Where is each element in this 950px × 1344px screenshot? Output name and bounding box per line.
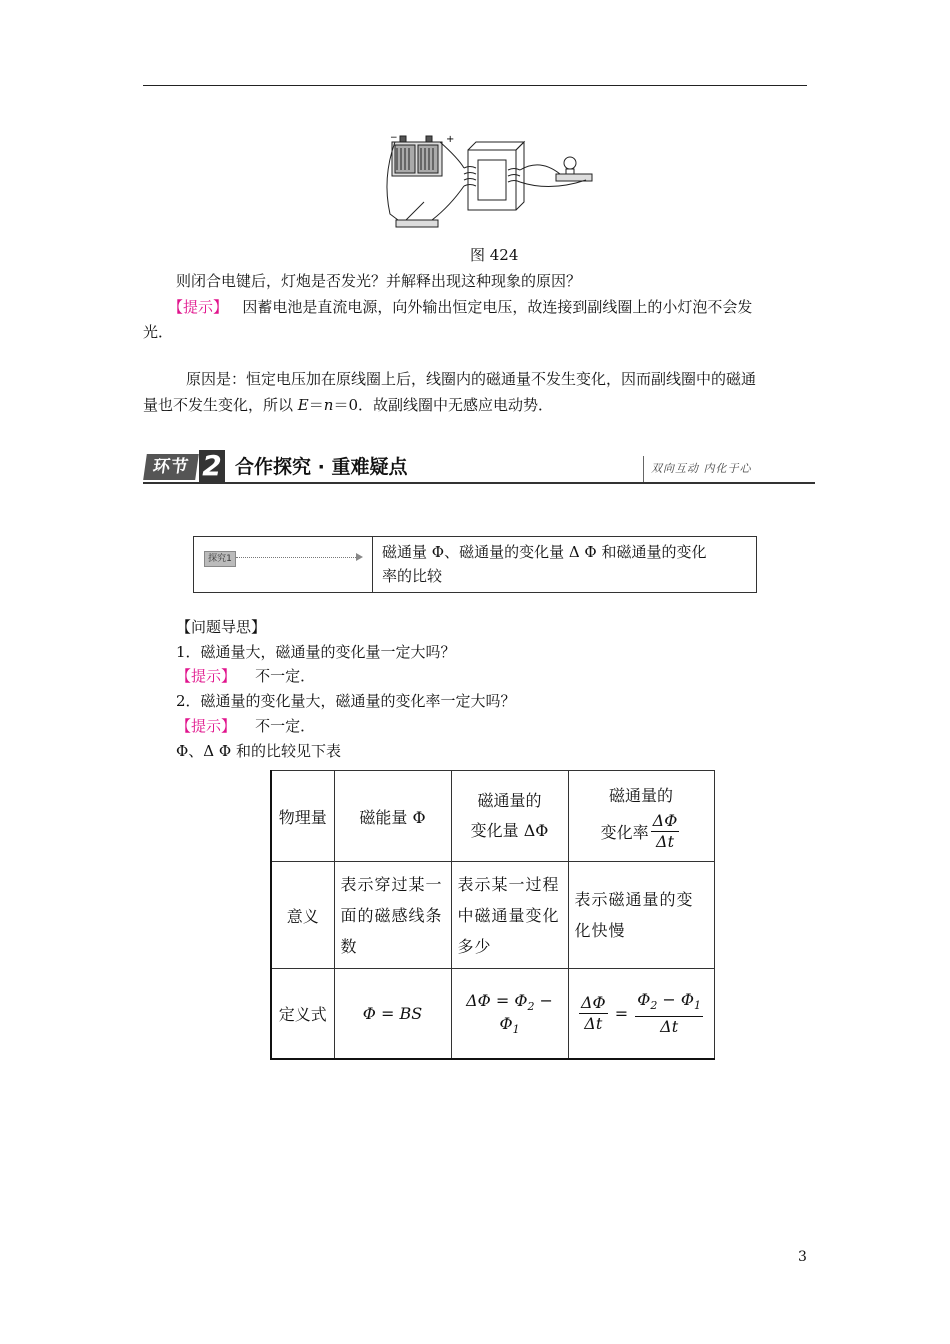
transformer-circuit-figure (380, 128, 600, 232)
row-label-definition: 定义式 (271, 969, 334, 1060)
fraction-numerator (635, 990, 703, 1017)
hint-label: 【提示】 (168, 298, 229, 316)
banner-rule (143, 482, 815, 484)
equals-sign: ＝ (308, 396, 324, 414)
guide-heading: 【问题导思】 (176, 618, 267, 636)
header-flux-rate-label: 变化率 (600, 822, 649, 842)
hint-label: 【提示】 (176, 667, 237, 685)
question-text: 则闭合电键后，灯炮是否发光？并解释出现这种现象的原因？ (176, 272, 582, 290)
symbol-E: E (297, 396, 309, 414)
hint-text: 不一定． (255, 667, 316, 685)
definition-flux-rate (568, 969, 714, 1060)
header-flux-rate-line-2 (575, 811, 708, 852)
subscript: 2 (650, 999, 658, 1013)
svg-text:−: − (390, 133, 398, 143)
header-flux-change-line-2: 变化量 ΔΦ (470, 821, 549, 840)
header-rule (143, 85, 807, 86)
header-flux-change-line-1: 磁通量的 (477, 791, 542, 810)
subscript: 1 (694, 999, 702, 1013)
formula-part: − Φ (657, 989, 695, 1009)
banner-divider (643, 456, 644, 482)
formula-part: ΔΦ = Φ (466, 991, 528, 1011)
reason-line-1: 原因是：恒定电压加在原线圈上后，线圈内的磁通量不发生变化，因而副线圈中的磁通 (186, 370, 757, 388)
section-title: 合作探究 · 重难疑点 (235, 456, 408, 478)
fraction-denominator: Δt (584, 1014, 603, 1033)
reason-prefix: 量也不发生变化，所以 (143, 396, 294, 414)
page-number: 3 (798, 1249, 807, 1265)
hint-line-1 (168, 296, 752, 318)
definition-flux-change (451, 969, 568, 1060)
symbol-n: n (323, 396, 334, 414)
table-header-row (271, 771, 714, 862)
explore-title (382, 540, 750, 588)
transformer-icon (464, 142, 524, 210)
explore-box (193, 536, 757, 593)
explore-tag: 探究1 (204, 551, 236, 567)
battery-icon (392, 136, 442, 176)
hint-text: 不一定． (255, 717, 316, 735)
header-flux-rate-line-1: 磁通量的 (608, 785, 673, 805)
section-banner (143, 450, 815, 484)
rate-fraction (651, 811, 680, 852)
header-flux: 磁能量 Φ (334, 771, 451, 862)
arrow-right-icon (356, 553, 363, 561)
section-subtitle: 双向互动 内化于心 (651, 462, 752, 475)
row-label-meaning: 意义 (271, 862, 334, 969)
meaning-flux: 表示穿过某一面的磁感线条数 (334, 862, 451, 969)
explore-label-cell (194, 537, 373, 592)
table-row-definition (271, 969, 714, 1060)
fraction-numerator: ΔΦ (580, 993, 606, 1012)
subscript: 1 (512, 1022, 520, 1036)
table-intro: Φ、Δ Φ 和的比较见下表 (176, 742, 341, 760)
section-number: 2 (199, 450, 225, 482)
guide-hint-2 (176, 715, 315, 737)
meaning-flux-rate: 表示磁通量的变化快慢 (568, 862, 714, 969)
switch-icon (396, 202, 438, 227)
fraction-denominator: Δt (660, 1017, 679, 1037)
figure-caption: 图 424 (470, 246, 519, 264)
equals-sign: = (614, 1004, 629, 1023)
bulb-icon (556, 157, 592, 181)
header-quantity: 物理量 (271, 771, 334, 862)
hint-line-2: 光． (143, 323, 174, 341)
reason-suffix: ＝0．故副线圈中无感应电动势． (333, 396, 553, 414)
hint-label: 【提示】 (176, 717, 237, 735)
meaning-flux-change: 表示某一过程中磁通量变化多少 (451, 862, 568, 969)
guide-question-1: 1．磁通量大，磁通量的变化量一定大吗？ (176, 643, 456, 661)
explore-title-line-2: 率的比较 (382, 567, 443, 585)
definition-flux: Φ = BS (334, 969, 451, 1060)
guide-hint-1 (176, 665, 315, 687)
fraction-left (579, 993, 608, 1034)
formula-part: − Φ (499, 991, 553, 1033)
header-flux-change (451, 771, 568, 862)
table-row-meaning (271, 862, 714, 969)
svg-text:+: + (446, 134, 455, 145)
arrow-line (236, 557, 358, 558)
fraction-denominator: Δt (656, 831, 674, 851)
reason-line-2 (143, 394, 553, 416)
fraction-right (635, 990, 703, 1037)
header-flux-rate (568, 771, 714, 862)
fraction-numerator: ΔΦ (652, 810, 678, 830)
section-badge: 环节 (143, 454, 199, 480)
comparison-table (270, 770, 715, 1060)
explore-title-line-1: 磁通量 Φ、磁通量的变化量 Δ Φ 和磁通量的变化 (382, 543, 707, 561)
formula-part: Φ (637, 989, 651, 1009)
hint-text: 因蓄电池是直流电源，向外输出恒定电压，故连接到副线圈上的小灯泡不会发 (242, 298, 753, 316)
subscript: 2 (527, 1000, 535, 1014)
guide-question-2: 2．磁通量的变化量大，磁通量的变化率一定大吗？ (176, 692, 516, 710)
